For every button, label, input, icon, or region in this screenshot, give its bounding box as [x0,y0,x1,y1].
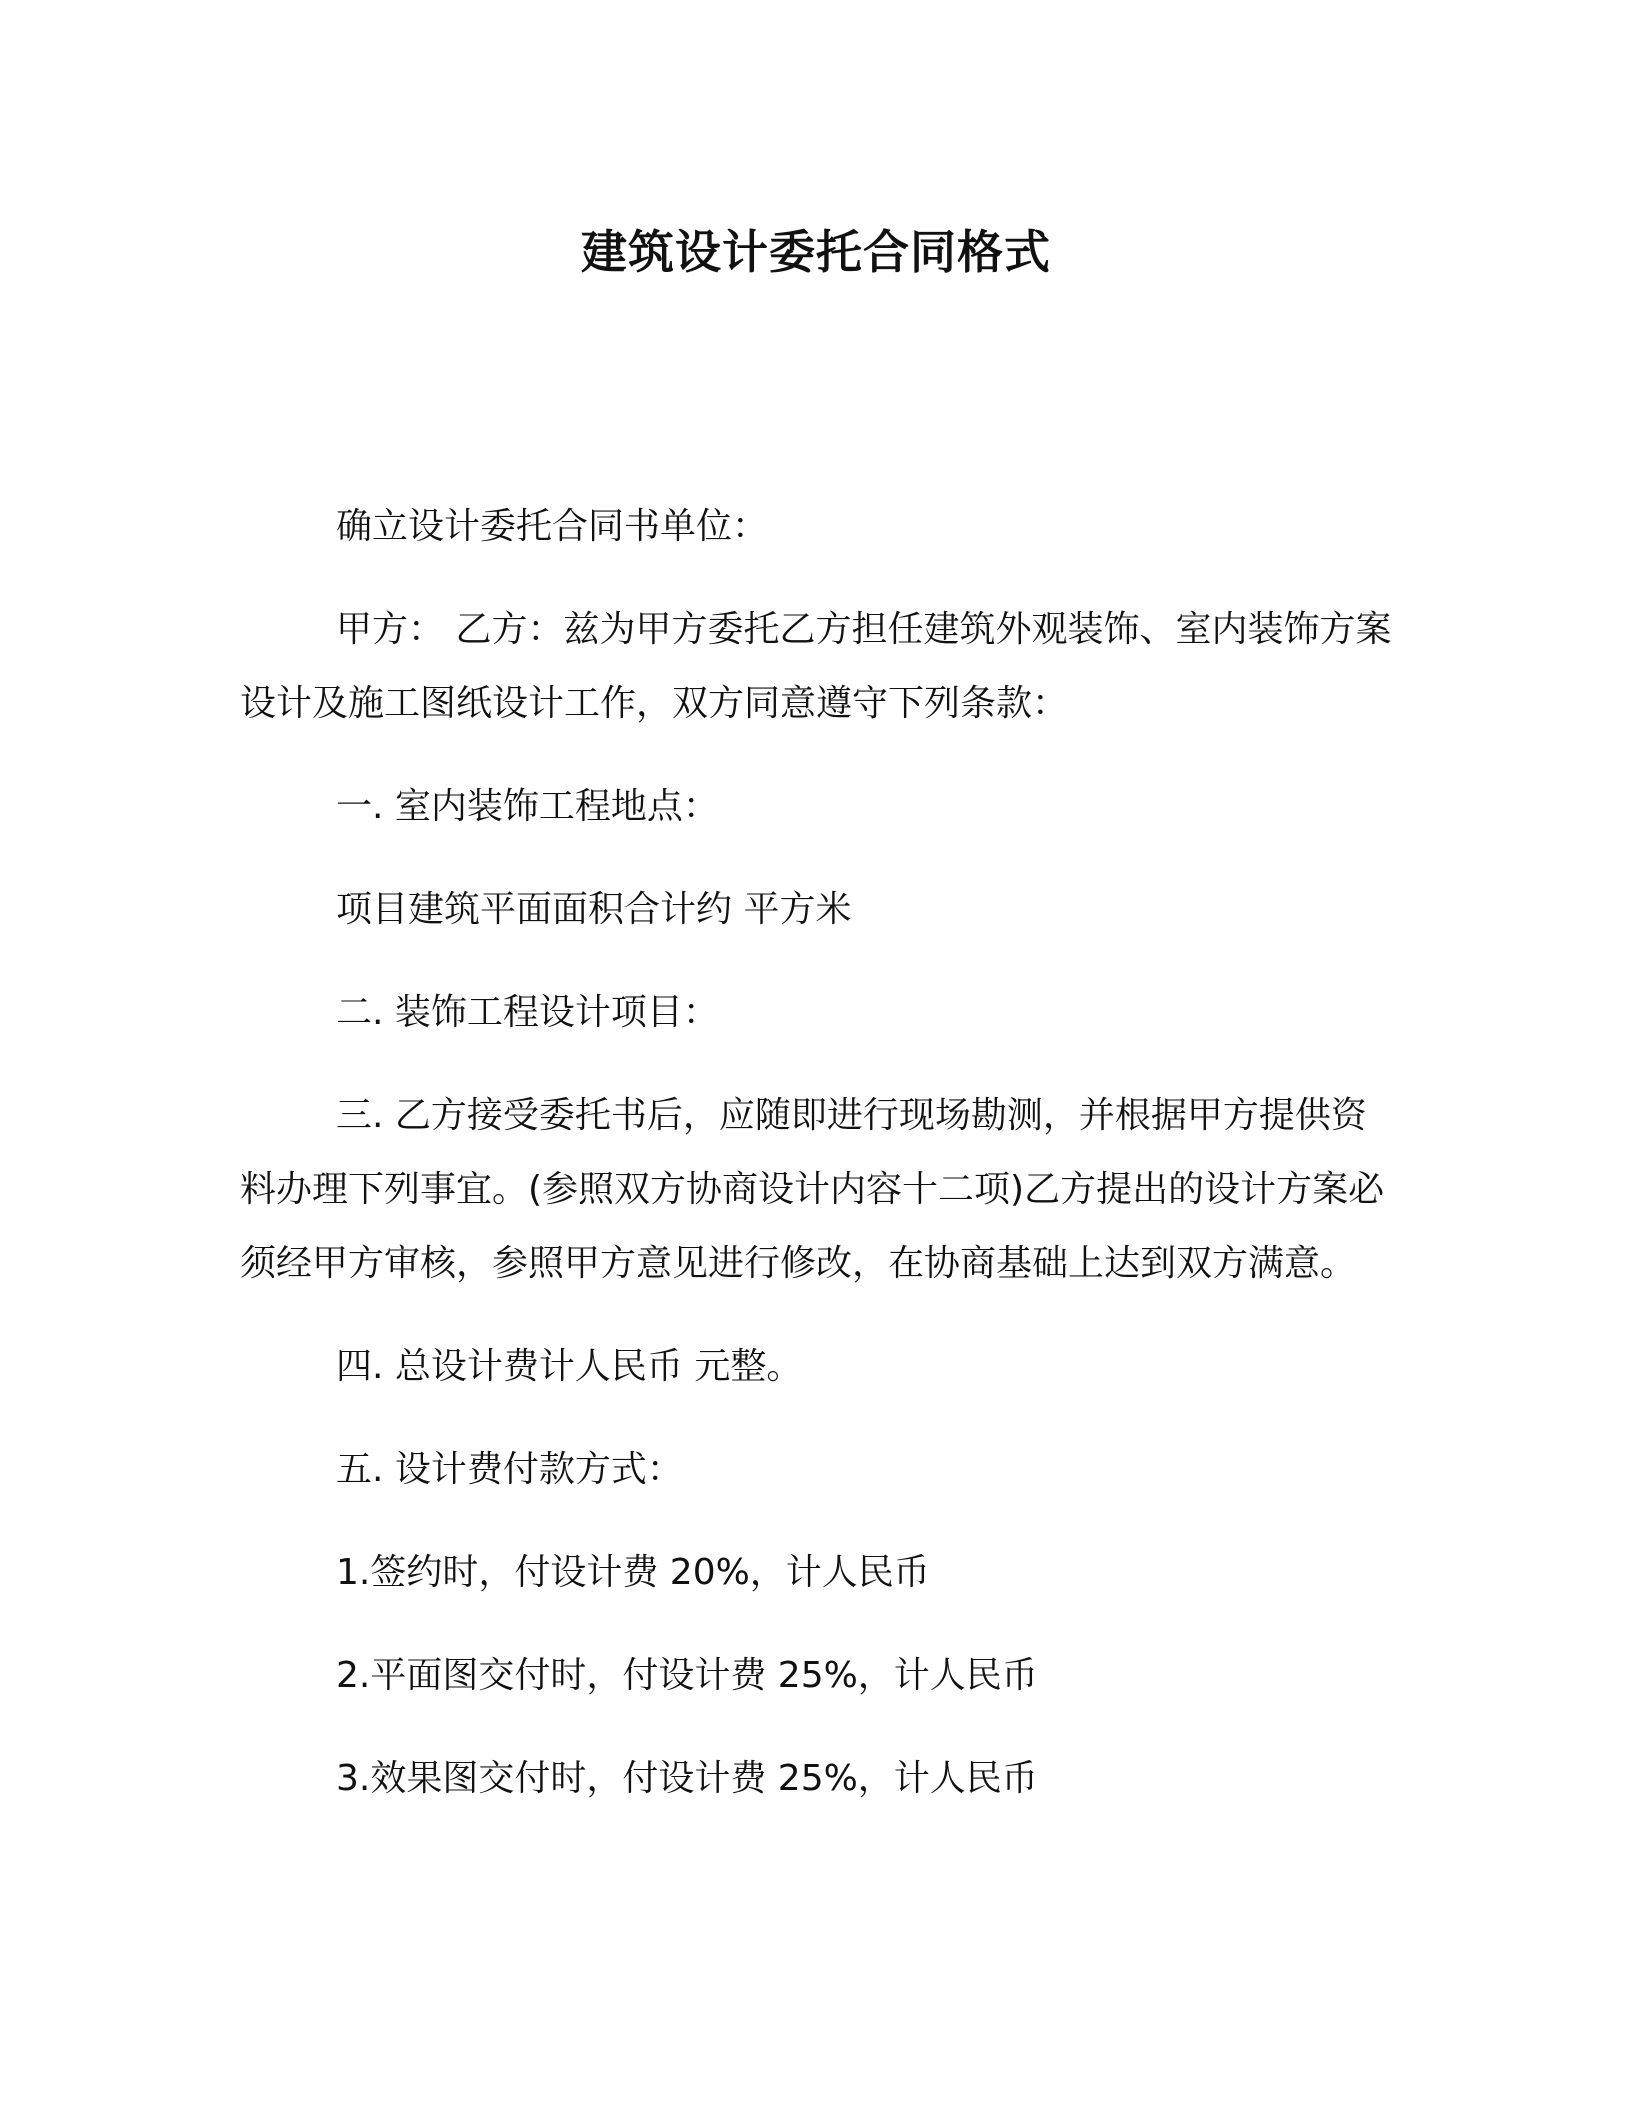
document-body [240,490,1392,1845]
paragraph-clause-3: 三. 乙方接受委托书后，应随即进行现场勘测，并根据甲方提供资料办理下列事宜。(参照双方协商设计内容十二项)乙方提出的设计方案必须经甲方审核，参照甲方意见进行修改，在协商基础上达到双方满意。 [240,1095,1385,1284]
paragraph-clause-1: 一. 室内装饰工程地点： [336,786,719,827]
payment-item-1: 1.签约时，付设计费 20%，计人民币 [336,1552,930,1593]
paragraph-area: 项目建筑平面面积合计约 平方米 [336,889,852,930]
paragraph-clause-4: 四. 总设计费计人民币 元整。 [336,1346,803,1387]
paragraph-clause-5: 五. 设计费付款方式： [336,1449,683,1490]
paragraph-commission-units: 确立设计委托合同书单位： [336,506,769,547]
paragraph-clause-2: 二. 装饰工程设计项目： [336,992,719,1033]
payment-item-2: 2.平面图交付时，付设计费 25%，计人民币 [336,1655,1038,1696]
paragraph-parties: 甲方： 乙方：兹为甲方委托乙方担任建筑外观装饰、室内装饰方案设计及施工图纸设计工作，双方同意遵守下列条款： [240,609,1392,724]
document-title: 建筑设计委托合同格式 [581,225,1051,279]
payment-item-3: 3.效果图交付时，付设计费 25%，计人民币 [336,1758,1038,1799]
